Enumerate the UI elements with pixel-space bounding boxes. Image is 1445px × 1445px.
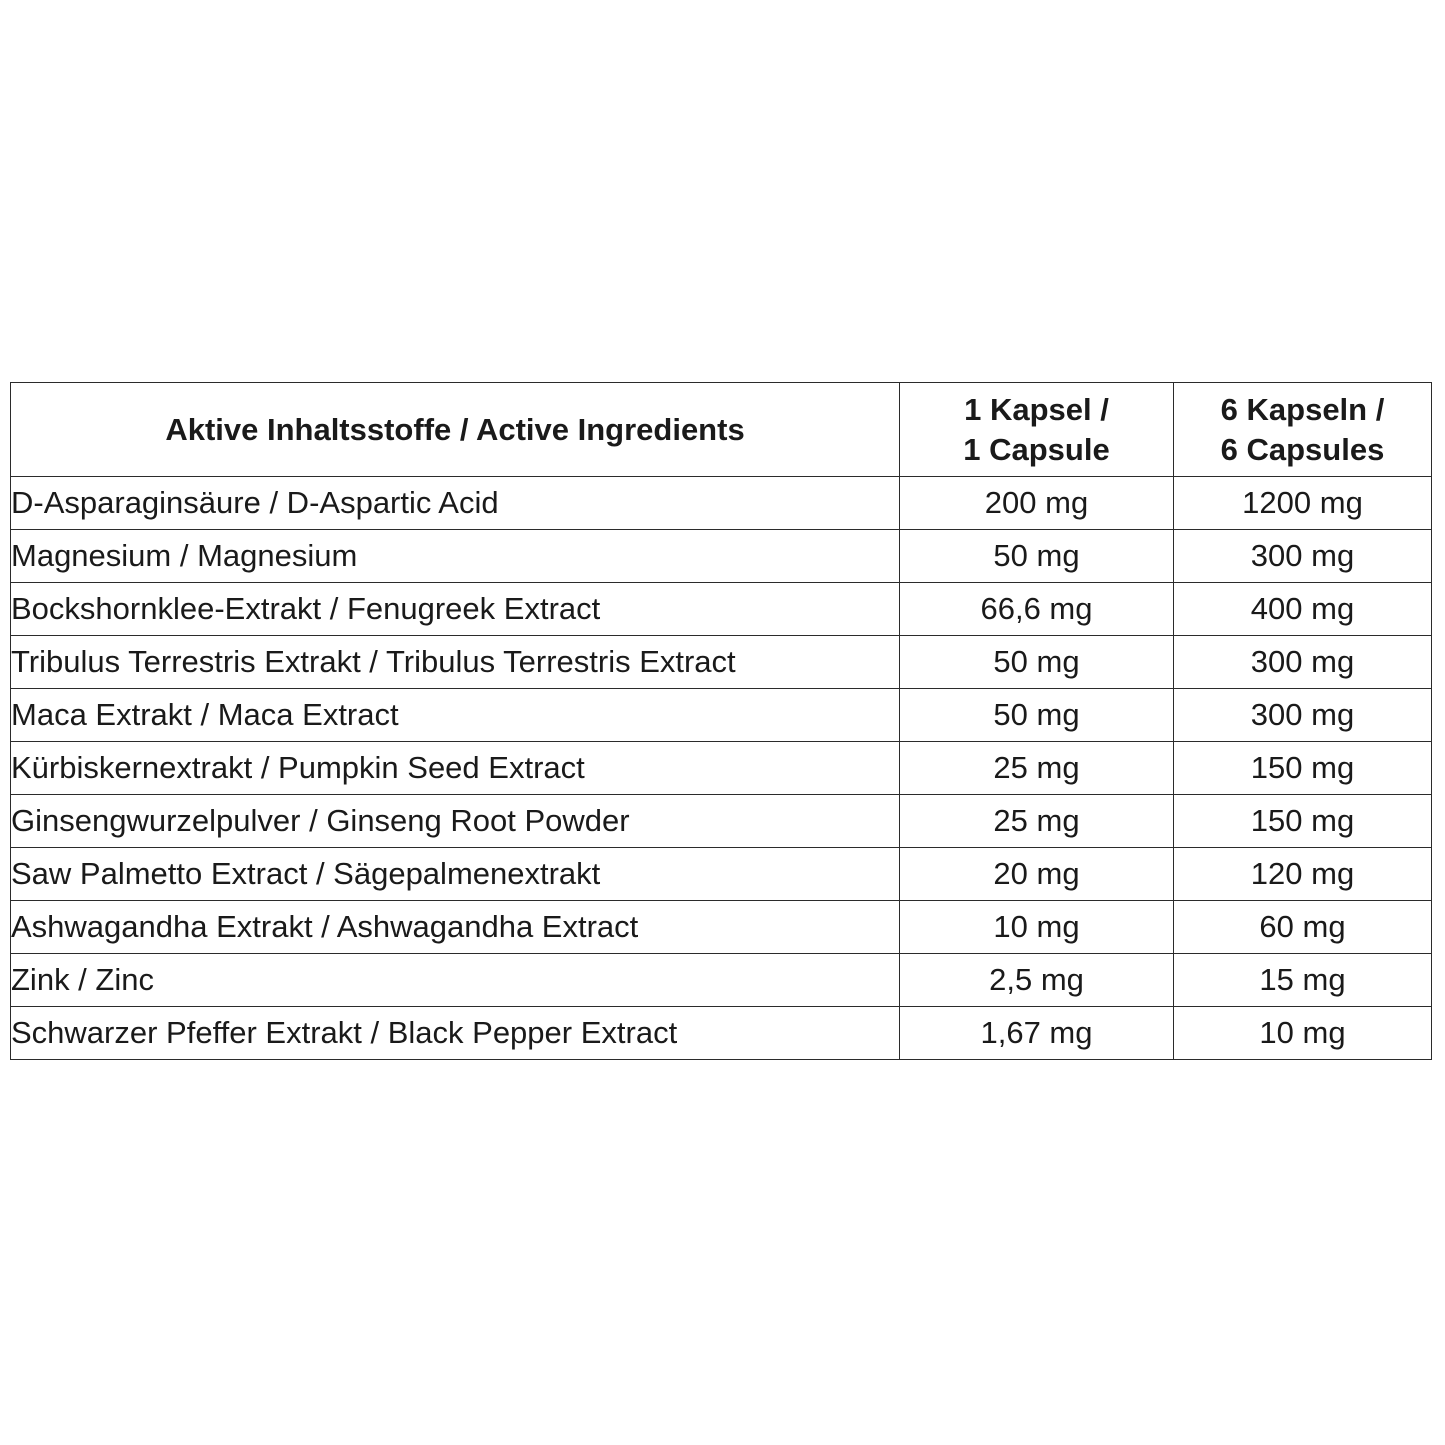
- table-row: [11, 901, 1432, 954]
- amount-per-six-capsules: 150 mg: [1174, 742, 1432, 795]
- amount-per-six-capsules: 120 mg: [1174, 848, 1432, 901]
- ingredient-name: Maca Extrakt / Maca Extract: [11, 689, 900, 742]
- amount-per-capsule: 200 mg: [900, 477, 1174, 530]
- table-row: [11, 1007, 1432, 1060]
- amount-per-six-capsules: 300 mg: [1174, 530, 1432, 583]
- amount-per-capsule: 50 mg: [900, 636, 1174, 689]
- header-per-capsule: [900, 383, 1174, 477]
- amount-per-six-capsules: 400 mg: [1174, 583, 1432, 636]
- table-row: [11, 689, 1432, 742]
- table-header-row: [11, 383, 1432, 477]
- ingredient-name: Bockshornklee-Extrakt / Fenugreek Extract: [11, 583, 900, 636]
- amount-per-capsule: 50 mg: [900, 530, 1174, 583]
- table-row: [11, 636, 1432, 689]
- header-per-capsule-line-2: 1 Capsule: [963, 431, 1110, 467]
- table-row: [11, 954, 1432, 1007]
- amount-per-capsule: 66,6 mg: [900, 583, 1174, 636]
- amount-per-six-capsules: 1200 mg: [1174, 477, 1432, 530]
- ingredient-name: Ginsengwurzelpulver / Ginseng Root Powder: [11, 795, 900, 848]
- header-ingredient: Aktive Inhaltsstoffe / Active Ingredients: [11, 383, 900, 477]
- table-row: [11, 477, 1432, 530]
- amount-per-capsule: 50 mg: [900, 689, 1174, 742]
- table-row: [11, 583, 1432, 636]
- table-row: [11, 795, 1432, 848]
- ingredient-name: Magnesium / Magnesium: [11, 530, 900, 583]
- amount-per-six-capsules: 15 mg: [1174, 954, 1432, 1007]
- table-row: [11, 742, 1432, 795]
- ingredient-name: Schwarzer Pfeffer Extrakt / Black Pepper Extract: [11, 1007, 900, 1060]
- amount-per-six-capsules: 60 mg: [1174, 901, 1432, 954]
- ingredient-name: D-Asparaginsäure / D-Aspartic Acid: [11, 477, 900, 530]
- header-per-six-capsules-line-2: 6 Capsules: [1220, 431, 1385, 467]
- ingredient-name: Ashwagandha Extrakt / Ashwagandha Extract: [11, 901, 900, 954]
- ingredient-name: Saw Palmetto Extract / Sägepalmenextrakt: [11, 848, 900, 901]
- amount-per-six-capsules: 10 mg: [1174, 1007, 1432, 1060]
- header-per-six-capsules: [1174, 383, 1432, 477]
- amount-per-capsule: 2,5 mg: [900, 954, 1174, 1007]
- ingredient-name: Tribulus Terrestris Extrakt / Tribulus Terrestris Extract: [11, 636, 900, 689]
- header-per-six-capsules-line-1: 6 Kapseln /: [1220, 391, 1385, 427]
- amount-per-six-capsules: 300 mg: [1174, 636, 1432, 689]
- ingredients-table: [10, 382, 1432, 1060]
- amount-per-capsule: 25 mg: [900, 795, 1174, 848]
- table-row: [11, 530, 1432, 583]
- header-per-capsule-line-1: 1 Kapsel /: [964, 391, 1109, 427]
- amount-per-capsule: 1,67 mg: [900, 1007, 1174, 1060]
- ingredient-name: Zink / Zinc: [11, 954, 900, 1007]
- amount-per-capsule: 10 mg: [900, 901, 1174, 954]
- amount-per-six-capsules: 300 mg: [1174, 689, 1432, 742]
- table-row: [11, 848, 1432, 901]
- amount-per-capsule: 20 mg: [900, 848, 1174, 901]
- amount-per-six-capsules: 150 mg: [1174, 795, 1432, 848]
- ingredient-name: Kürbiskernextrakt / Pumpkin Seed Extract: [11, 742, 900, 795]
- amount-per-capsule: 25 mg: [900, 742, 1174, 795]
